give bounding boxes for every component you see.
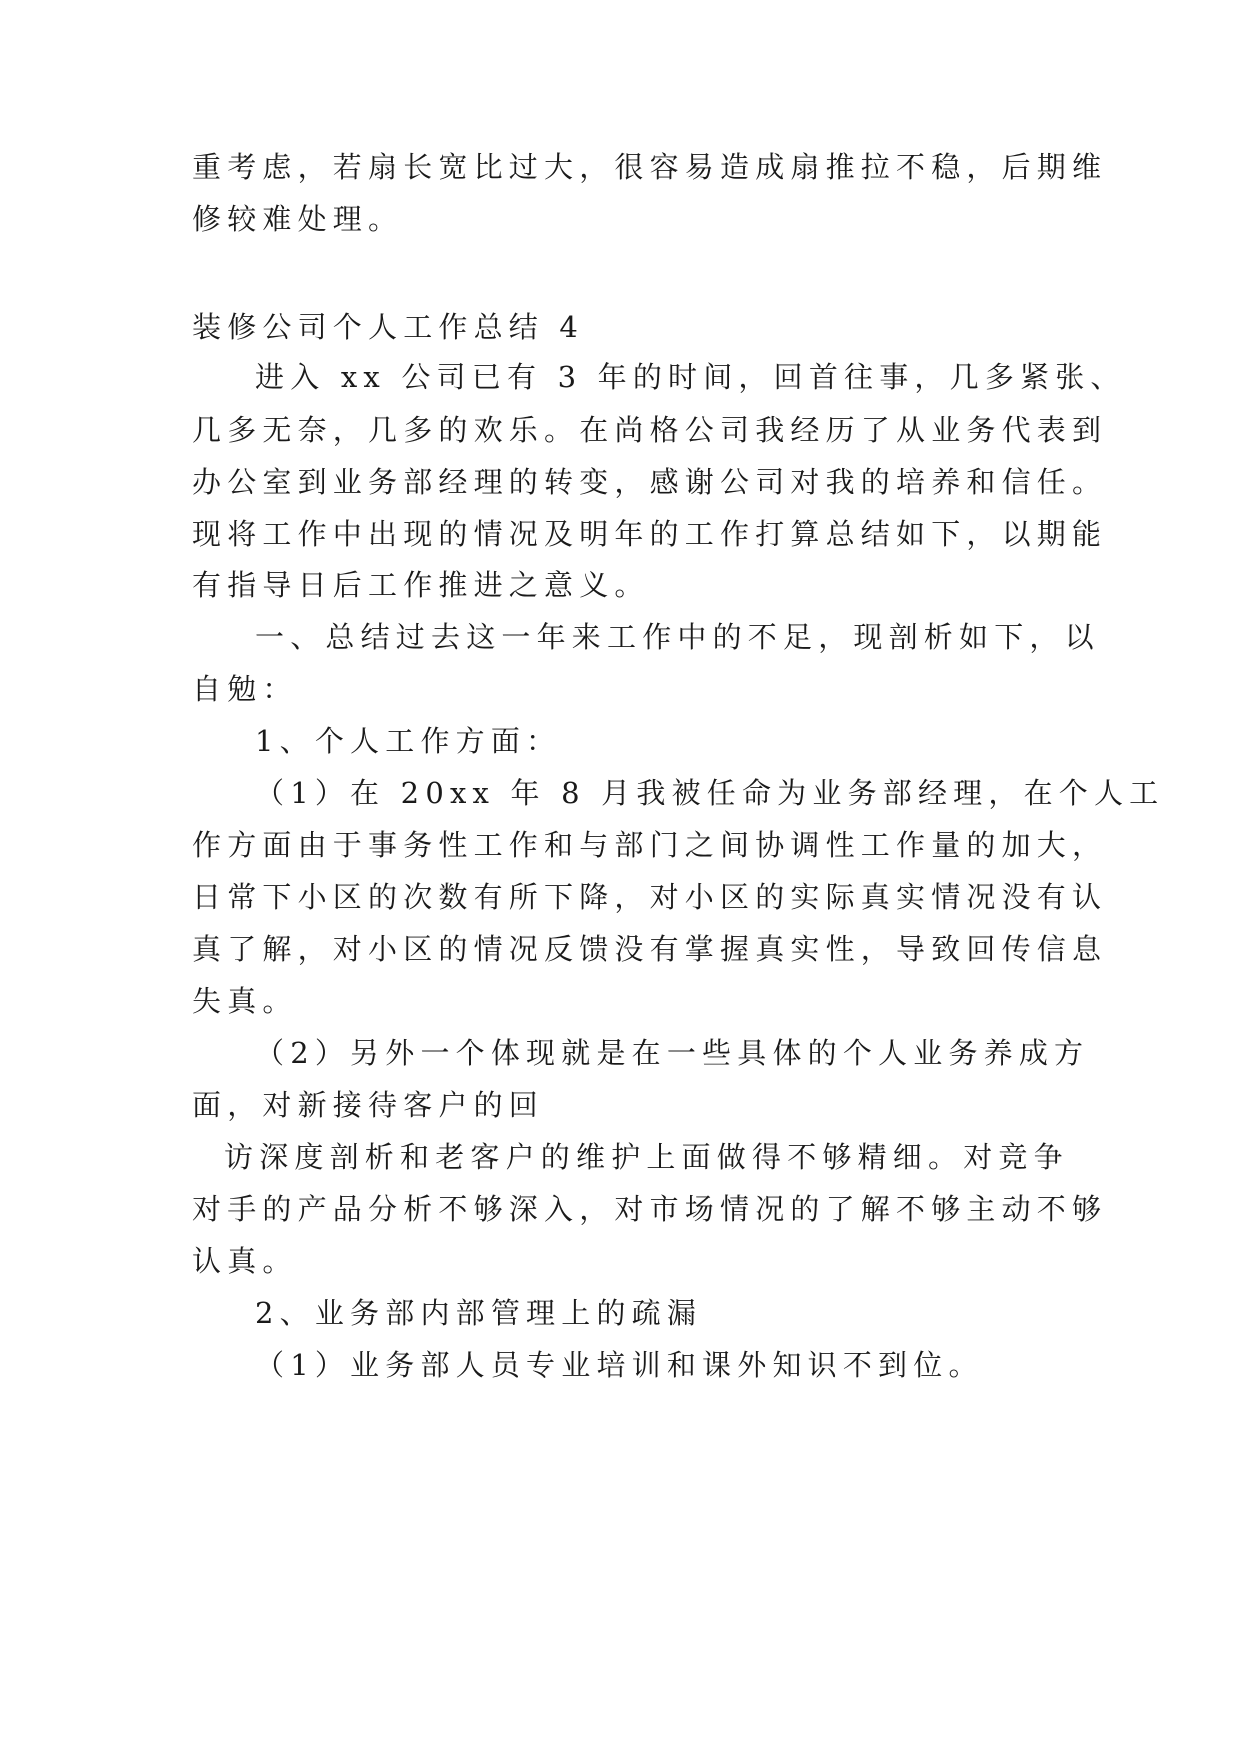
paragraph-line: 办公室到业务部经理的转变，感谢公司对我的培养和信任。 — [192, 465, 1108, 499]
paragraph-line: （1）在 20xx 年 8 月我被任命为业务部经理，在个人工 — [255, 776, 1165, 810]
paragraph-line: 认真。 — [192, 1244, 298, 1278]
paragraph-line: 失真。 — [192, 984, 298, 1018]
paragraph-line: 现将工作中出现的情况及明年的工作打算总结如下，以期能 — [192, 517, 1108, 551]
paragraph-line: 真了解，对小区的情况反馈没有掌握真实性，导致回传信息 — [192, 932, 1108, 966]
subheading: 1、个人工作方面： — [255, 724, 562, 758]
paragraph-line: 对手的产品分析不够深入，对市场情况的了解不够主动不够 — [192, 1192, 1108, 1226]
paragraph-line: 几多无奈，几多的欢乐。在尚格公司我经历了从业务代表到 — [192, 413, 1108, 447]
paragraph-line: 日常下小区的次数有所下降，对小区的实际真实情况没有认 — [192, 880, 1108, 914]
paragraph-line: 访深度剖析和老客户的维护上面做得不够精细。对竞争 — [224, 1140, 1069, 1174]
paragraph-line: 有指导日后工作推进之意义。 — [192, 568, 650, 602]
subheading: 2、业务部内部管理上的疏漏 — [255, 1296, 703, 1330]
paragraph-line: （1）业务部人员专业培训和课外知识不到位。 — [255, 1348, 984, 1382]
paragraph-line: 修较难处理。 — [192, 202, 404, 236]
paragraph-line: （2）另外一个体现就是在一些具体的个人业务养成方 — [255, 1036, 1090, 1070]
section-title: 装修公司个人工作总结 4 — [192, 310, 585, 344]
paragraph-line: 作方面由于事务性工作和与部门之间协调性工作量的加大， — [192, 828, 1108, 862]
paragraph-line: 进入 xx 公司已有 3 年的时间，回首往事，几多紧张、 — [255, 360, 1126, 394]
heading-line: 一、总结过去这一年来工作中的不足，现剖析如下，以 — [255, 620, 1100, 654]
paragraph-line: 面，对新接待客户的回 — [192, 1088, 545, 1122]
heading-line: 自勉： — [192, 672, 298, 706]
paragraph-line: 重考虑，若扇长宽比过大，很容易造成扇推拉不稳，后期维 — [192, 150, 1108, 184]
